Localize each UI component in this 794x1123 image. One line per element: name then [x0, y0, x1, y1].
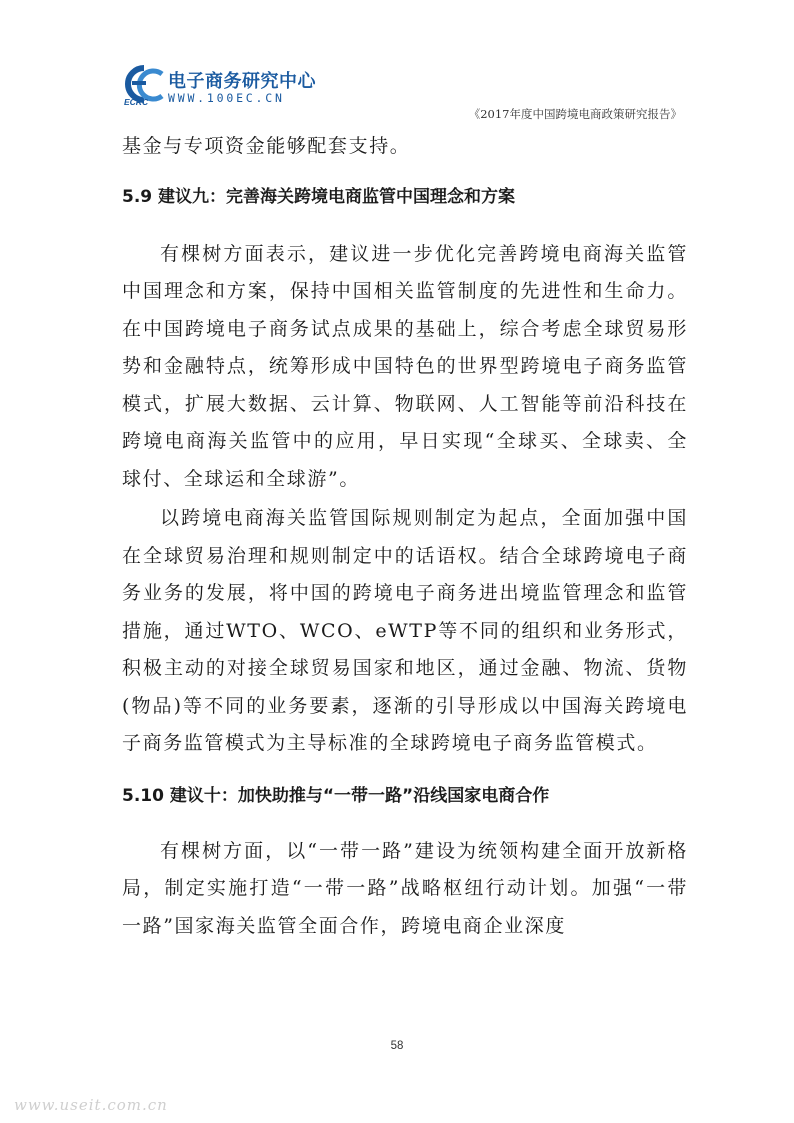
page-header: [122, 64, 682, 121]
logo-chinese-name: 电子商务研究中心: [168, 71, 316, 92]
paragraph: 以跨境电商海关监管国际规则制定为起点，全面加强中国在全球贸易治理和规则制定中的话语权。结合全球跨境电子商务业务的发展，将中国的跨境电子商务进出境监管理念和监管措施，通过WTO、WCO、eWTP等不同的组织和业务形式，积极主动的对接全球贸易国家和地区，通过金融、物流、货物(物品)等不同的业务要素，逐渐的引导形成以中国海关跨境电子商务监管模式为主导标准的全球跨境电子商务监管模式。: [122, 507, 688, 754]
page-content: [122, 128, 688, 945]
section-heading-5-9: 5.9 建议九：完善海关跨境电商监管中国理念和方案: [122, 186, 516, 207]
paragraph: 有棵树方面，以“一带一路”建设为统领构建全面开放新格局，制定实施打造“一带一路”战略枢纽行动计划。加强“一带一路”国家海关监管全面合作，跨境电商企业深度: [122, 839, 688, 937]
page-number: 58: [390, 1040, 404, 1052]
paragraph: 有棵树方面表示，建议进一步优化完善跨境电商海关监管中国理念和方案，保持中国相关监管制度的先进性和生命力。在中国跨境电子商务试点成果的基础上，综合考虑全球贸易形势和金融特点，统筹形成中国特色的世界型跨境电子商务监管模式，扩展大数据、云计算、物联网、人工智能等前沿科技在跨境电商海关监管中的应用，早日实现“全球买、全球卖、全球付、全球运和全球游”。: [122, 242, 688, 490]
report-title: 《2017年度中国跨境电商政策研究报告》: [468, 107, 682, 121]
section-heading-5-10: 5.10 建议十：加快助推与“一带一路”沿线国家电商合作: [122, 785, 550, 806]
watermark: www.useit.com.cn: [14, 1096, 168, 1114]
paragraph-continuation: 基金与专项资金能够配套支持。: [122, 135, 411, 157]
logo-url: WWW.100EC.CN: [168, 91, 285, 105]
logo-abbreviation: ECRC: [124, 97, 149, 107]
